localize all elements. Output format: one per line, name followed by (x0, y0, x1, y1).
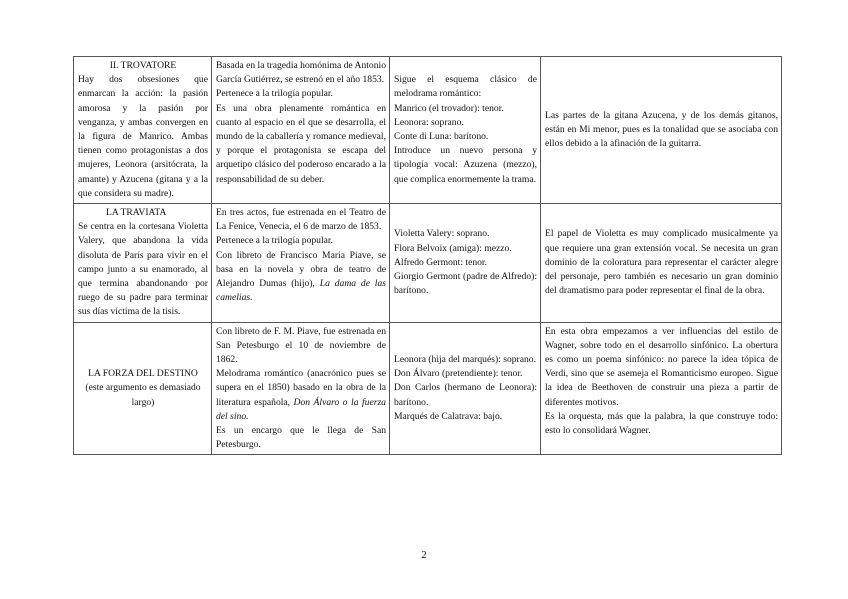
characters-text: Manrico (el trovador): tenor. (394, 102, 504, 114)
argument-text: Hay dos obsesiones que enmarcan la acción: la pasión amorosa y la pasión por venganza, y ambas convergen en la figura de Manrico. Ambas tienen como protagonistas a dos mujeres, Leonora (arsitócrata, la amante) y Azucena (gitana y a la que considera su madre). (78, 74, 208, 199)
history-cell (212, 322, 390, 455)
characters-text: Leonora: soprano. (394, 116, 464, 128)
history-cell (212, 204, 390, 323)
history-text: En tres actos, fue estrenada en el Teatro de La Fenice, Venecia, el 6 de marzo de 1853. (216, 207, 386, 233)
argument-cell (74, 322, 212, 455)
history-text-prefix: Melodrama romántico (anacrónico pues se supera en el 1850) basado en la obra de la literatura española, (216, 368, 386, 408)
music-text: En esta obra empezamos a ver influencias del estilo de Wagner, sobre todo en el desarrollo sinfónico. La obertura es como un poema sinfónico: no parece la idea tópica de Verdi, sino que se asemeja el Romanticismo europeo. Sigue la idea de Beethoven de construir una pieza a partir de diferentes motivos. (545, 325, 778, 408)
argument-text: Se centra en la cortesana Violetta Valery, que abandona la vida disoluta de París para vivir en el campo junto a su enamorado, al que termina abandonando por ruego de su padre para terminar sus días víctima de la tisis. (78, 221, 208, 318)
argument-cell (74, 204, 212, 323)
characters-text: Flora Belvoix (amiga): mezzo. (394, 242, 512, 254)
characters-text: Leonora (hija del marqués): soprano. (394, 354, 536, 366)
music-text: Las partes de la gitana Azucena, y de los demás gitanos, están en Mi menor, pues es la tonalidad que se asociaba con ellos debido a la afinación de la guitarra. (545, 109, 778, 150)
history-text: Es un encargo que le llega de San Petesburgo. (216, 425, 386, 451)
music-text: Es la orquesta, más que la palabra, la que construye todo: esto lo consolidará Wagner. (545, 410, 778, 437)
table-row-la-forza-del-destino (74, 322, 782, 455)
work-title-italic: La dama de las camelias. (216, 278, 386, 304)
opera-title: LA FORZA DEL DESTINO (88, 368, 198, 380)
opera-title: LA TRAVIATA (106, 207, 167, 219)
table-row-il-trovatore (74, 57, 782, 204)
characters-cell (390, 322, 541, 455)
characters-text: Conte di Luna: barítono. (394, 131, 489, 143)
characters-text: Don Álvaro (pretendiente): tenor. (394, 368, 523, 380)
music-text: El papel de Violetta es muy complicado musicalmente ya que requiere una gran extensión vocal. Se necesita un gran dominio de la coloratura para representar el carácter alegre del personaje, pero también es necesario un gran dominio del dramatismo para poder representar el final de la obra. (545, 228, 778, 297)
characters-text: Marqués de Calatrava: bajo. (394, 410, 503, 422)
characters-text: Introduce un nuevo persona y tipología vocal: Azuzena (mezzo), que complica enormemente la trama. (394, 145, 537, 185)
characters-text: Sigue el esquema clásico de melodrama romántico: (394, 74, 537, 100)
history-text: Pertenece a la trilogía popular. (216, 88, 333, 100)
argument-cell (74, 57, 212, 204)
music-cell (541, 204, 782, 323)
history-text (216, 367, 386, 424)
history-text: Basada en la tragedia homónima de Antonio García Gutiérrez, se estrenó en el año 1853. (216, 60, 386, 86)
history-text: Pertenece a la trilogía popular. (216, 235, 333, 247)
history-text: Es una obra plenamente romántica en cuanto al espacio en el que se desarrolla, el mundo de la caballería y romance medieval, y porque el protagonista se escapa del arquetipo clásico del poderoso encarado a la responsabilidad de su deber. (216, 102, 386, 185)
opera-title: IL TROVATORE (109, 60, 177, 71)
page-number: 2 (421, 549, 427, 561)
characters-cell (390, 57, 541, 204)
music-cell (541, 322, 782, 455)
characters-text: Don Carlos (hermano de Leonora): barítono. (394, 382, 537, 408)
work-title-italic: Don Álvaro o la fuerza del sino. (216, 396, 386, 422)
history-text (216, 249, 386, 306)
music-cell (541, 57, 782, 204)
characters-cell (390, 204, 541, 323)
opera-summary-table (73, 56, 782, 455)
history-text: Con libreto de F. M. Piave, fue estrenada en San Petesburgo el 10 de noviembre de 1862. (216, 325, 386, 366)
characters-text: Violetta Valery: soprano. (394, 228, 490, 240)
characters-text: Giorgio Germont (padre de Alfredo): barítono. (394, 270, 537, 297)
title-note: (este argumento es demasiado largo) (85, 382, 201, 408)
characters-text: Alfredo Germont: tenor. (394, 256, 487, 268)
history-cell (212, 57, 390, 204)
history-text-prefix: Con libreto de Francisco Maria Piave, se basa en la novela y obra de teatro de Alejandro Dumas (hijo), (216, 249, 386, 290)
table-row-la-traviata (74, 204, 782, 323)
